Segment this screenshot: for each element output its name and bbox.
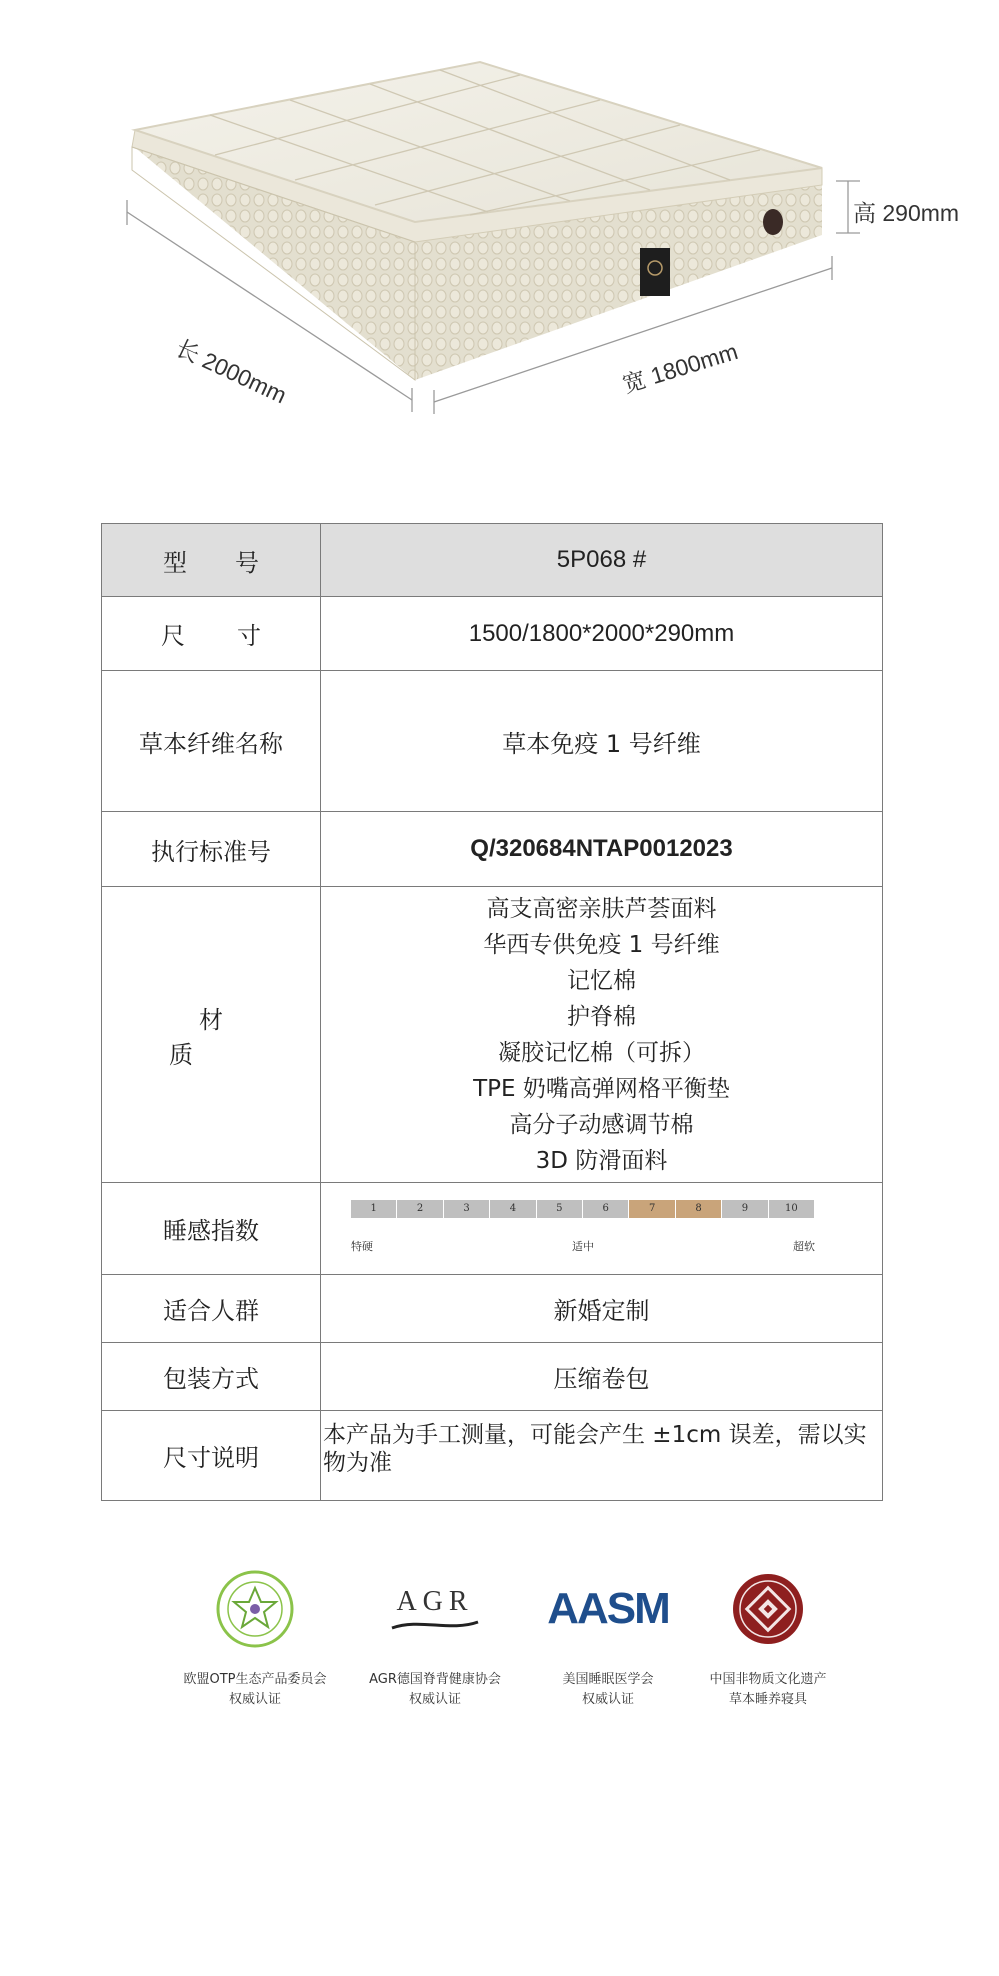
cert-sub: 草本睡养寝具 (728, 1692, 807, 1707)
size-value: 1500/1800*2000*290mm (321, 597, 883, 671)
table-row-pack (102, 1343, 883, 1411)
sleep-scale-cell (321, 1183, 883, 1275)
crowd-value: 新婚定制 (321, 1275, 883, 1343)
scale-segment-9: 9 (722, 1200, 768, 1218)
material-item: 凝胶记忆棉（可拆） (498, 1039, 705, 1066)
note-label: 尺寸说明 (102, 1411, 321, 1501)
scale-segment-1: 1 (351, 1200, 397, 1218)
cert-title: 中国非物质文化遗产 (709, 1672, 827, 1687)
cert-otp (170, 1570, 340, 1710)
material-item: 护脊棉 (567, 1003, 636, 1030)
width-dimension-label: 宽 1800mm (619, 338, 741, 398)
standard-value: Q/320684NTAP0012023 (321, 812, 883, 887)
material-list (321, 887, 883, 1183)
table-row-note (102, 1411, 883, 1501)
pack-label: 包装方式 (102, 1343, 321, 1411)
table-row-crowd (102, 1275, 883, 1343)
material-item: 华西专供免疫 1 号纤维 (483, 931, 720, 958)
fiber-value: 草本免疫 1 号纤维 (321, 671, 883, 812)
cert-sub: 权威认证 (408, 1692, 461, 1707)
size-label-cell (102, 597, 321, 671)
model-value: 5P068 # (321, 524, 883, 597)
standard-label: 执行标准号 (102, 812, 321, 887)
aasm-logo-text: AASM (547, 1584, 669, 1633)
cert-title: 美国睡眠医学会 (562, 1672, 654, 1687)
table-row-standard (102, 812, 883, 887)
material-item: 高支高密亲肤芦荟面料 (486, 895, 717, 922)
cert-sub: 权威认证 (581, 1692, 634, 1707)
model-label-cell (102, 524, 321, 597)
scale-segment-7: 7 (629, 1200, 675, 1218)
cert-heritage (683, 1570, 853, 1710)
table-row-material (102, 887, 883, 1183)
cert-title: AGR德国脊背健康协会 (369, 1672, 501, 1687)
size-label: 尺寸 (161, 622, 313, 650)
aasm-logo (523, 1570, 693, 1648)
pack-value: 压缩卷包 (321, 1343, 883, 1411)
scale-segment-5: 5 (537, 1200, 583, 1218)
sleep-scale (351, 1194, 821, 1264)
table-row-sleep (102, 1183, 883, 1275)
sleep-label: 睡感指数 (102, 1183, 321, 1275)
scale-left-label: 特硬 (351, 1239, 373, 1253)
cert-title: 欧盟OTP生态产品委员会 (183, 1672, 327, 1687)
material-item: TPE 奶嘴高弹网格平衡垫 (473, 1075, 730, 1102)
material-item: 高分子动感调节棉 (509, 1111, 694, 1138)
scale-right-label: 超软 (793, 1239, 815, 1253)
mattress-image (0, 0, 999, 440)
fiber-label: 草本纤维名称 (102, 671, 321, 812)
scale-segment-4: 4 (490, 1200, 536, 1218)
material-label: 材质 (169, 1005, 283, 1069)
table-row-size (102, 597, 883, 671)
cert-agr (350, 1570, 520, 1710)
scale-segment-3: 3 (444, 1200, 490, 1218)
note-value: 本产品为手工测量，可能会产生 ±1cm 误差，需以实物为准 (321, 1411, 883, 1501)
material-item: 3D 防滑面料 (535, 1147, 668, 1174)
scale-segment-6: 6 (583, 1200, 629, 1218)
heritage-seal-icon (683, 1570, 853, 1648)
material-item: 记忆棉 (567, 967, 636, 994)
product-illustration (0, 0, 999, 440)
sleep-scale-bar (351, 1200, 815, 1218)
scale-mid-label: 适中 (572, 1239, 594, 1253)
otp-wreath-icon (170, 1570, 340, 1648)
agr-logo-text: AGR (396, 1586, 474, 1617)
height-dimension-label: 高 290mm (853, 200, 960, 226)
material-label-cell (102, 887, 321, 1183)
cert-aasm (523, 1570, 693, 1710)
spec-table (101, 523, 883, 1501)
scale-segment-2: 2 (397, 1200, 443, 1218)
crowd-label: 适合人群 (102, 1275, 321, 1343)
table-row-model (102, 524, 883, 597)
model-label: 型号 (163, 548, 307, 577)
table-row-fiber (102, 671, 883, 812)
scale-segment-10: 10 (769, 1200, 815, 1218)
scale-segment-8: 8 (676, 1200, 722, 1218)
cert-sub: 权威认证 (228, 1692, 281, 1707)
agr-logo (350, 1570, 520, 1648)
length-dimension-label: 长 2000mm (171, 334, 291, 409)
